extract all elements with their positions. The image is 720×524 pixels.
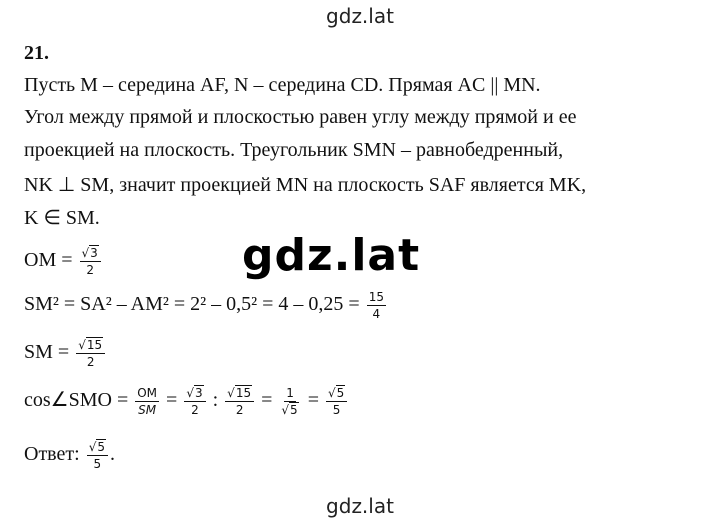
formula-om-prefix: OM =	[24, 249, 73, 272]
answer-line	[24, 440, 115, 471]
text-line-4: NK ⊥ SM, значит проекцией MN на плоскость SAF является MK,	[24, 174, 587, 196]
fraction: $\frac{√15}{2}$	[225, 386, 254, 417]
fraction: $\frac{OM}{SM}$	[137, 386, 158, 417]
formula-sm	[24, 338, 107, 369]
watermark-bottom: gdz.lat	[326, 494, 394, 518]
answer-label: Ответ:	[24, 443, 80, 466]
sqrt: √3	[81, 246, 98, 260]
sqrt: √15	[78, 338, 103, 352]
fraction: $\frac{1}{√5}$	[281, 386, 298, 417]
text-line-3: проекцией на плоскость. Треугольник SMN – равнобедренный,	[24, 139, 564, 161]
fraction: $\frac{√3}{2}$	[184, 386, 205, 417]
fraction: $\frac{√15}{2}$	[76, 338, 105, 369]
fraction: $\frac{15}{4}$	[368, 290, 384, 321]
text-line-2: Угол между прямой и плоскостью равен углу между прямой и ее	[24, 106, 577, 128]
fraction: $\frac{√3}{2}$	[80, 246, 101, 277]
answer-period: .	[109, 443, 115, 466]
fraction: $\frac{√5}{5}$	[326, 386, 347, 417]
fraction: $\frac{√5}{5}$	[87, 440, 108, 471]
formula-sm-squared	[24, 290, 388, 321]
text-line-5: K ∈ SM.	[24, 207, 100, 229]
equals-sign: =	[261, 389, 273, 412]
watermark-center: gdz.lat	[242, 230, 421, 281]
problem-number: 21.	[24, 42, 49, 64]
formula-cos	[24, 386, 349, 417]
watermark-top: gdz.lat	[326, 4, 394, 28]
colon-sign: :	[212, 389, 219, 412]
text-line-1: Пусть M – середина AF, N – середина CD. Прямая AC || MN.	[24, 74, 541, 96]
formula-sm-prefix: SM =	[24, 341, 70, 364]
formula-om	[24, 246, 103, 277]
equals-sign: =	[307, 389, 319, 412]
formula-cos-prefix: cos∠SMO =	[24, 389, 129, 412]
formula-sm2-text: SM² = SA² – AM² = 2² – 0,5² = 4 – 0,25 =	[24, 293, 360, 316]
equals-sign: =	[166, 389, 178, 412]
